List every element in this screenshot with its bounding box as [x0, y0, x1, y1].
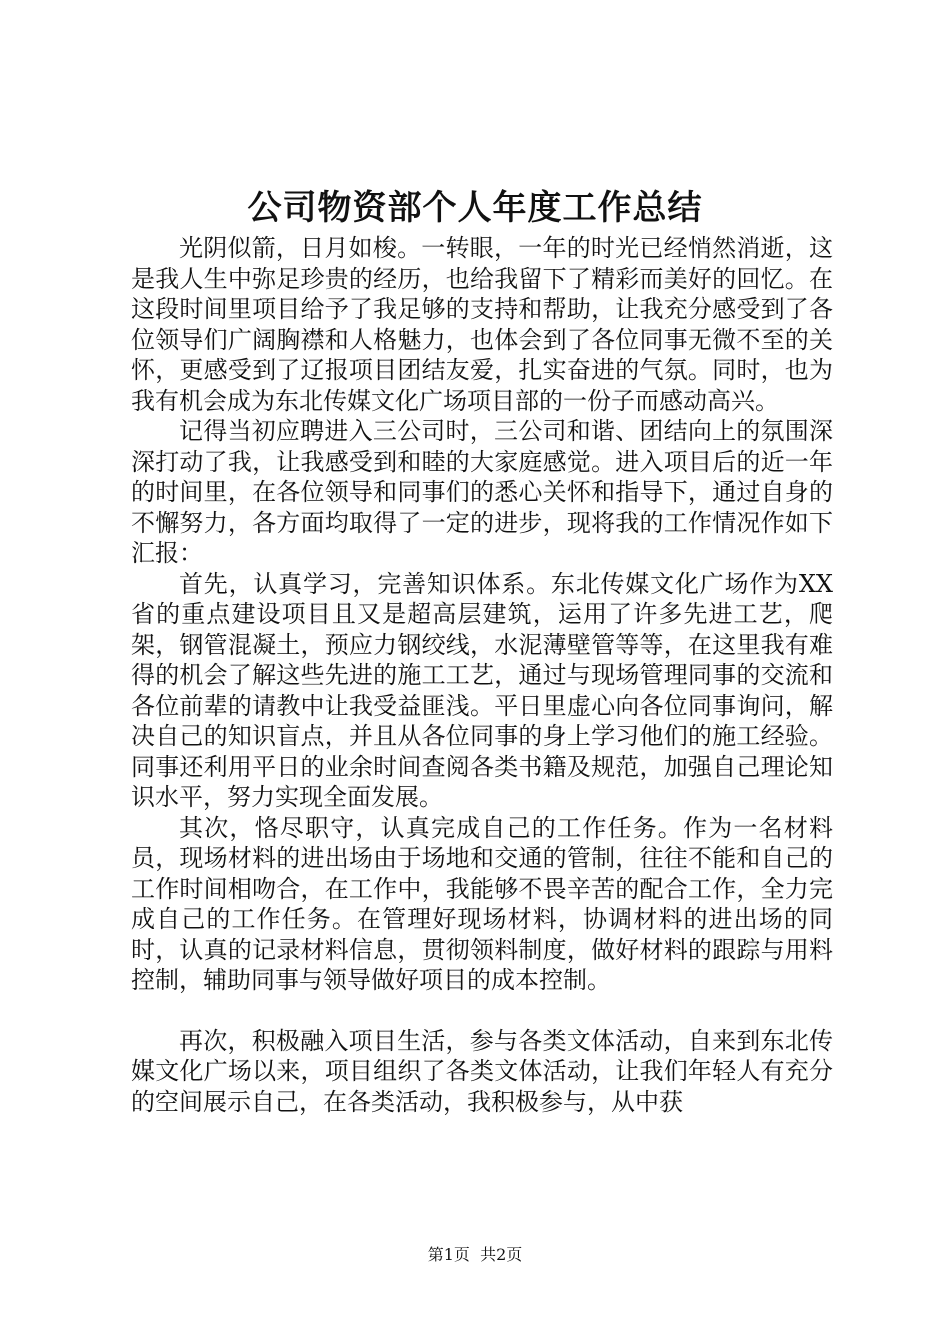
page-number-label: 第1页 共2页 [427, 1245, 523, 1264]
paragraph-learning: 首先，认真学习，完善知识体系。东北传媒文化广场作为XX省的重点建设项目且又是超高层建筑，运用了许多先进工艺，爬架，钢管混凝土，预应力钢绞线，水泥薄壁管等等，在这里我有难得的机会了解这些先进的施工工艺，通过与现场管理同事的交流和各位前辈的请教中让我受益匪浅。平日里虚心向各位同事询问，解决自己的知识盲点，并且从各位同事的身上学习他们的施工经验。同事还利用平日的业余时间查阅各类书籍及规范，加强自己理论知识水平，努力实现全面发展。 [131, 569, 833, 811]
paragraph-duties: 其次，恪尽职守，认真完成自己的工作任务。作为一名材料员，现场材料的进出场由于场地和交通的管制，往往不能和自己的工作时间相吻合，在工作中，我能够不畏辛苦的配合工作，全力完成自己的工作任务。在管理好现场材料，协调材料的进出场的同时，认真的记录材料信息，贯彻领料制度，做好材料的跟踪与用料控制，辅助同事与领导做好项目的成本控制。 [131, 813, 833, 994]
document-body [131, 233, 833, 1117]
page-footer [0, 1245, 950, 1265]
document-title: 公司物资部个人年度工作总结 [247, 188, 703, 228]
paragraph-intro: 光阴似箭，日月如梭。一转眼，一年的时光已经悄然消逝，这是我人生中弥足珍贵的经历，也给我留下了精彩而美好的回忆。在这段时间里项目给予了我足够的支持和帮助，让我充分感受到了各位领导们广阔胸襟和人格魅力，也体会到了各位同事无微不至的关怀，更感受到了辽报项目团结友爱，扎实奋进的气氛。同时，也为我有机会成为东北传媒文化广场项目部的一份子而感动高兴。 [131, 234, 833, 415]
paragraph-activities: 再次，积极融入项目生活，参与各类文体活动，自来到东北传媒文化广场以来，项目组织了各类文体活动，让我们年轻人有充分的空间展示自己，在各类活动，我积极参与，从中获 [131, 1026, 833, 1116]
paragraph-joining: 记得当初应聘进入三公司时，三公司和谐、团结向上的氛围深深打动了我，让我感受到和睦的大家庭感觉。进入项目后的近一年的时间里，在各位领导和同事们的悉心关怀和指导下，通过自身的不懈努力，各方面均取得了一定的进步，现将我的工作情况作如下汇报： [131, 417, 833, 567]
